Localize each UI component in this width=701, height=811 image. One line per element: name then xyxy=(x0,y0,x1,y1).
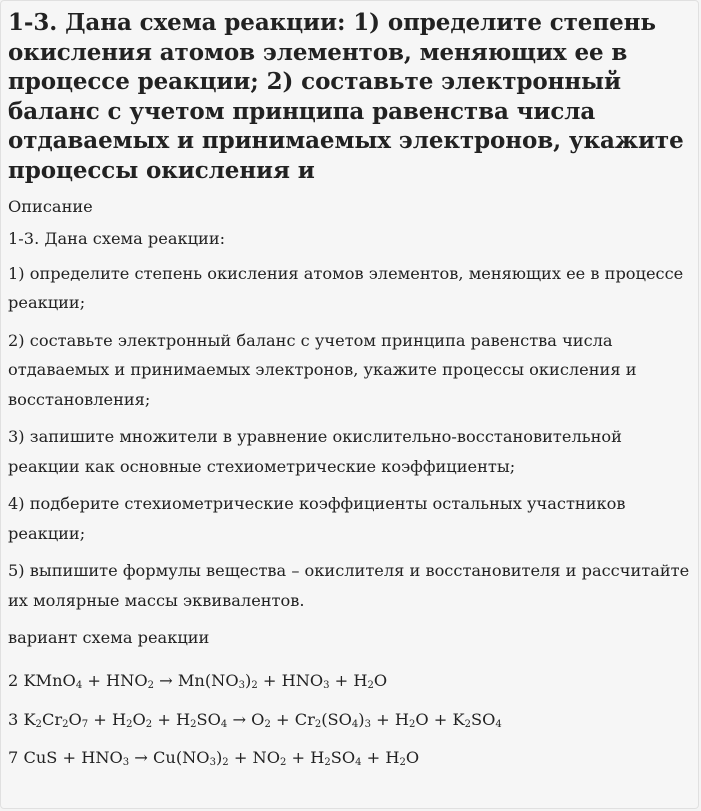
formula-text: + H xyxy=(88,709,127,729)
subscript: 2 xyxy=(147,679,154,691)
subscript: 7 xyxy=(81,718,89,730)
subscript: 4 xyxy=(351,718,359,730)
task-item-3: 3) запишите множители в уравнение окислительно-восстановительной реакции как основные стехиометрические коэффициенты; xyxy=(8,427,622,476)
subscript: 2 xyxy=(126,718,133,730)
formula-text: + H xyxy=(361,747,400,767)
subscript: 3 xyxy=(364,718,372,730)
subscript: 2 xyxy=(264,718,271,730)
formula-text: ) xyxy=(215,747,223,767)
formula-text: → O xyxy=(227,709,265,729)
subscript: 4 xyxy=(495,718,502,730)
formula-text: → Mn(NO xyxy=(154,670,239,690)
subscript: 4 xyxy=(75,679,83,691)
subscript: 2 xyxy=(464,718,471,730)
formula-text: SO xyxy=(471,709,496,729)
formula-text: O xyxy=(405,747,420,767)
subscript: 2 xyxy=(279,756,287,768)
subscript: 2 xyxy=(62,718,69,730)
reaction-equation xyxy=(8,709,695,731)
formula-text: SO xyxy=(330,747,356,767)
page-title: 1-3. Дана схема реакции: 1) определите степень окисления атомов элементов, меняющих ее в процессе реакции; 2) составьте электронный баланс с учетом принципа равенства числа отдаваемых и принимаемых электронов, укажите процессы окисления и xyxy=(8,9,684,184)
subscript: 2 xyxy=(409,718,416,730)
formula-text: 3 K xyxy=(8,709,36,729)
subscript: 2 xyxy=(190,718,197,730)
formula-text: O xyxy=(68,709,82,729)
content xyxy=(8,8,695,769)
reaction-equation xyxy=(8,747,695,769)
formula-text: 2 KMnO xyxy=(8,670,76,690)
formula-text: SO xyxy=(196,709,221,729)
task-item-1: 1) определите степень окисления атомов элементов, меняющих ее в процессе реакции; xyxy=(8,263,684,312)
task-item-5: 5) выпишите формулы вещества – окислителя и восстановителя и рассчитайте их молярные массы эквивалентов. xyxy=(8,561,690,610)
formula-text: + NO xyxy=(228,747,280,767)
formula-text: Cr xyxy=(41,709,63,729)
formula-text: + H xyxy=(286,747,325,767)
reaction-equation xyxy=(8,670,695,692)
formula-text: + HNO xyxy=(82,670,148,690)
subscript: 2 xyxy=(324,756,331,768)
subscript: 2 xyxy=(251,679,258,691)
intro-text: 1-3. Дана схема реакции: xyxy=(8,229,226,248)
formula-text: + Cr xyxy=(270,709,315,729)
description-label: Описание xyxy=(8,197,93,216)
formula-text: → Cu(NO xyxy=(129,747,210,767)
subscript: 2 xyxy=(145,718,153,730)
variant-label: вариант схема реакции xyxy=(8,628,210,647)
formula-text: + HNO xyxy=(257,670,324,690)
subscript: 2 xyxy=(222,756,229,768)
subscript: 3 xyxy=(238,679,245,691)
task-item-4: 4) подберите стехиометрические коэффициенты остальных участников реакции; xyxy=(8,494,626,543)
subscript: 3 xyxy=(323,679,330,691)
subscript: 3 xyxy=(209,756,216,768)
formula-text: 7 CuS + HNO xyxy=(8,747,123,767)
subscript: 2 xyxy=(367,679,374,691)
formula-text: O xyxy=(373,670,388,690)
formula-text: O + K xyxy=(415,709,465,729)
subscript: 4 xyxy=(355,756,362,768)
formula-text: + H xyxy=(152,709,191,729)
formula-text: O xyxy=(132,709,146,729)
formula-text: + H xyxy=(371,709,409,729)
task-item-2: 2) составьте электронный баланс с учетом принципа равенства числа отдаваемых и принимаемых электронов, укажите процессы окисления и восстановления; xyxy=(8,330,637,409)
subscript: 3 xyxy=(122,756,130,768)
subscript: 2 xyxy=(314,718,322,730)
subscript: 2 xyxy=(35,718,42,730)
formula-text: + H xyxy=(329,670,368,690)
formula-text: ) xyxy=(358,709,365,729)
formula-text: ) xyxy=(245,670,252,690)
subscript: 2 xyxy=(399,756,406,768)
subscript: 4 xyxy=(220,718,228,730)
formula-text: (SO xyxy=(321,709,352,729)
